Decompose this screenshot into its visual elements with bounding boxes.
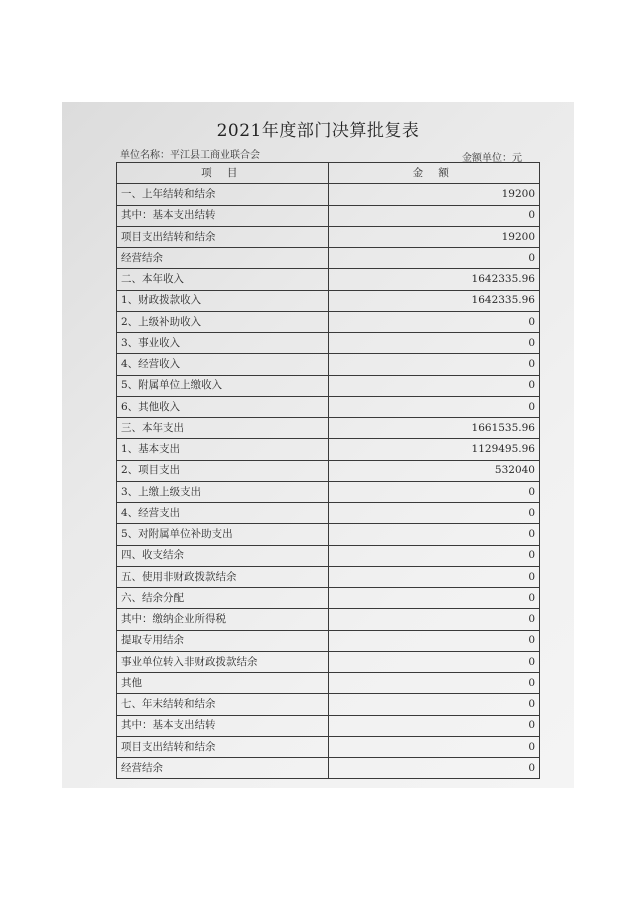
table-row	[117, 503, 540, 524]
row-amount: 0	[328, 375, 540, 396]
row-label: 1、财政拨款收入	[117, 290, 329, 311]
row-amount: 0	[328, 609, 540, 630]
row-amount: 0	[328, 715, 540, 736]
row-label: 项目支出结转和结余	[117, 226, 329, 247]
table-row	[117, 205, 540, 226]
row-label: 4、经营支出	[117, 503, 329, 524]
table-row	[117, 673, 540, 694]
row-amount: 0	[328, 503, 540, 524]
table-row	[117, 524, 540, 545]
row-label: 其中：基本支出结转	[117, 715, 329, 736]
table-row	[117, 736, 540, 757]
amount-unit: 金额单位：元	[462, 153, 522, 164]
row-amount: 0	[328, 630, 540, 651]
row-amount: 1129495.96	[328, 439, 540, 460]
table-row	[117, 311, 540, 332]
unit-name: 单位名称：平江县工商业联合会	[120, 150, 260, 161]
row-amount: 0	[328, 758, 540, 779]
row-label: 经营结余	[117, 248, 329, 269]
table-row	[117, 545, 540, 566]
row-label: 4、经营收入	[117, 354, 329, 375]
row-amount: 1661535.96	[328, 418, 540, 439]
table-row	[117, 758, 540, 779]
row-amount: 19200	[328, 184, 540, 205]
table-row	[117, 481, 540, 502]
table-row	[117, 439, 540, 460]
row-amount: 0	[328, 248, 540, 269]
row-amount: 0	[328, 205, 540, 226]
row-amount: 0	[328, 524, 540, 545]
row-label: 事业单位转入非财政拨款结余	[117, 651, 329, 672]
header-amount: 金 额	[328, 163, 540, 184]
row-label: 6、其他收入	[117, 396, 329, 417]
row-label: 其他	[117, 673, 329, 694]
table-row	[117, 588, 540, 609]
row-amount: 19200	[328, 226, 540, 247]
row-amount: 0	[328, 396, 540, 417]
table-row	[117, 184, 540, 205]
row-label: 5、附属单位上缴收入	[117, 375, 329, 396]
page-title: 2021年度部门决算批复表	[216, 121, 420, 141]
row-amount: 0	[328, 736, 540, 757]
table-row	[117, 354, 540, 375]
table-row	[117, 333, 540, 354]
table-header-row	[117, 163, 540, 184]
row-amount: 0	[328, 694, 540, 715]
row-label: 5、对附属单位补助支出	[117, 524, 329, 545]
row-amount: 0	[328, 545, 540, 566]
table-row	[117, 418, 540, 439]
table-row	[117, 651, 540, 672]
row-amount: 0	[328, 566, 540, 587]
row-label: 3、事业收入	[117, 333, 329, 354]
row-label: 五、使用非财政拨款结余	[117, 566, 329, 587]
row-label: 2、上级补助收入	[117, 311, 329, 332]
row-amount: 0	[328, 354, 540, 375]
row-label: 其中：基本支出结转	[117, 205, 329, 226]
row-label: 四、收支结余	[117, 545, 329, 566]
row-label: 六、结余分配	[117, 588, 329, 609]
table-row	[117, 460, 540, 481]
header-item: 项 目	[117, 163, 329, 184]
row-amount: 0	[328, 588, 540, 609]
row-amount: 1642335.96	[328, 290, 540, 311]
table-row	[117, 609, 540, 630]
row-label: 七、年末结转和结余	[117, 694, 329, 715]
row-label: 其中：缴纳企业所得税	[117, 609, 329, 630]
table-row	[117, 396, 540, 417]
table-row	[117, 248, 540, 269]
table-row	[117, 290, 540, 311]
row-label: 二、本年收入	[117, 269, 329, 290]
row-label: 提取专用结余	[117, 630, 329, 651]
row-amount: 0	[328, 673, 540, 694]
budget-table	[116, 162, 540, 779]
row-label: 2、项目支出	[117, 460, 329, 481]
row-amount: 0	[328, 333, 540, 354]
row-label: 经营结余	[117, 758, 329, 779]
row-amount: 1642335.96	[328, 269, 540, 290]
row-label: 三、本年支出	[117, 418, 329, 439]
row-label: 3、上缴上级支出	[117, 481, 329, 502]
row-amount: 0	[328, 481, 540, 502]
table-row	[117, 226, 540, 247]
row-amount: 0	[328, 651, 540, 672]
row-label: 一、上年结转和结余	[117, 184, 329, 205]
row-label: 项目支出结转和结余	[117, 736, 329, 757]
row-label: 1、基本支出	[117, 439, 329, 460]
row-amount: 532040	[328, 460, 540, 481]
table-row	[117, 566, 540, 587]
row-amount: 0	[328, 311, 540, 332]
table-row	[117, 269, 540, 290]
table-row	[117, 694, 540, 715]
table-row	[117, 630, 540, 651]
table-row	[117, 715, 540, 736]
table-row	[117, 375, 540, 396]
